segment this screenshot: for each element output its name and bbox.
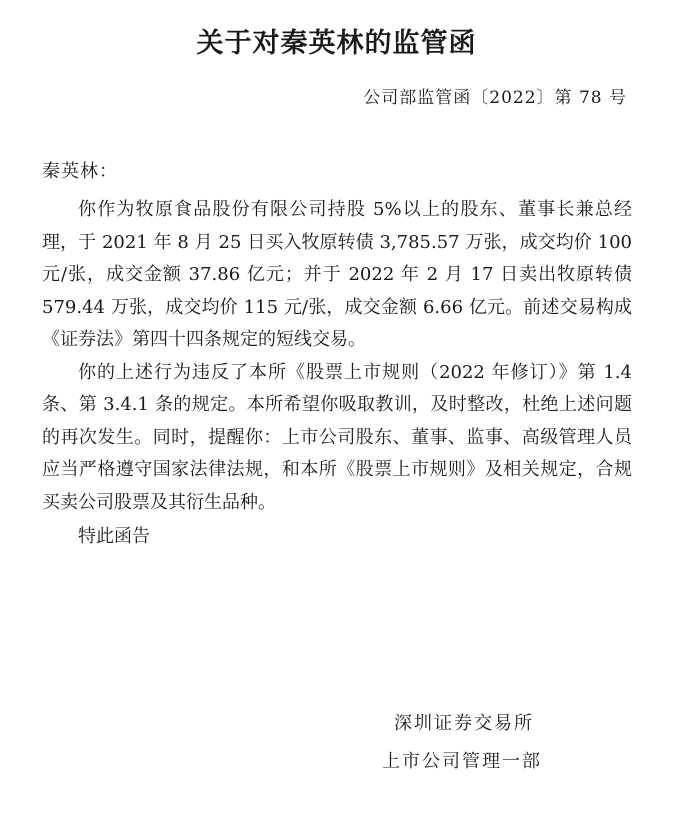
closing-phrase: 特此函告 bbox=[78, 526, 150, 547]
signature-department: 上市公司管理一部 bbox=[382, 751, 542, 772]
body-paragraph-violation: 你的上述行为违反了本所《股票上市规则（2022 年修订）》第 1.4 条、第 3.4.1 条的规定。本所希望你吸取教训，及时整改，杜绝上述问题的再次发生。同时，提醒你：上市公司股东、董事、监事、高级管理人员应当严格遵守国家法律法规，和本所《股票上市规则》及相关规定，合规买卖公司股票及其衍生品种。 bbox=[42, 361, 632, 513]
signature-issuer: 深圳证券交易所 bbox=[394, 713, 534, 734]
signature-block bbox=[382, 705, 542, 781]
document-title: 关于对秦英林的监管函 bbox=[196, 28, 477, 59]
letter-body bbox=[42, 194, 632, 554]
body-paragraph-trading: 你作为牧原食品股份有限公司持股 5%以上的股东、董事长兼总经理，于 2021 年 8 月 25 日买入牧原转债 3,785.57 万张，成交均价 100 元/张，成交金额 37.86 亿元；并于 2022 年 2 月 17 日卖出牧原转债 579.44 万张，成交均价 115 元/张，成交金额 6.66 亿元。前述交易构成《证券法》第四十四条规定的短线交易。 bbox=[42, 199, 632, 350]
salutation: 秦英林： bbox=[42, 161, 118, 182]
document-number: 公司部监管函〔2022〕第 78 号 bbox=[363, 88, 627, 108]
